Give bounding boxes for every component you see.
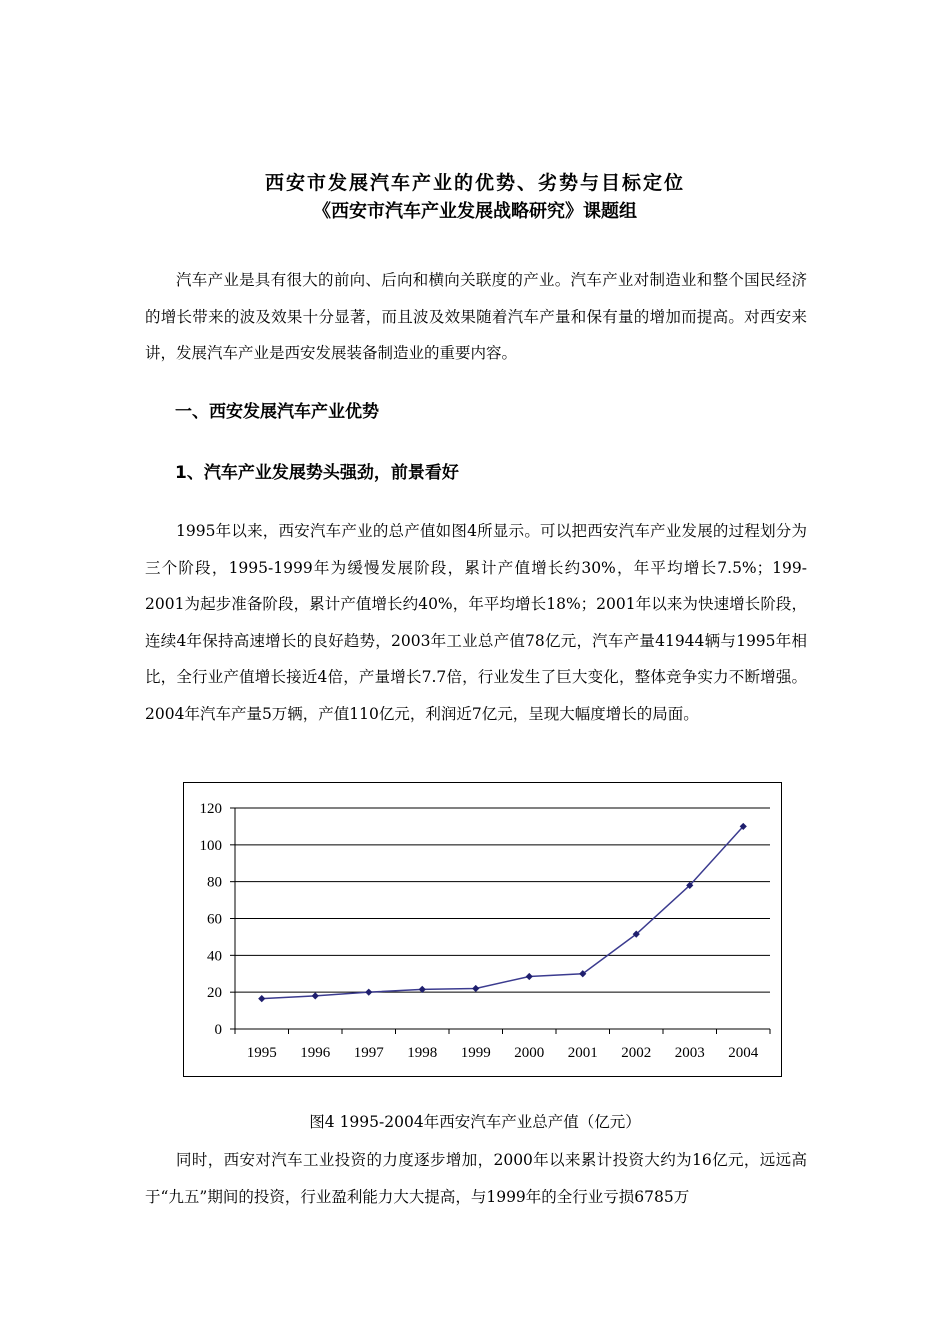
x-tick-label: 1996 [300,1045,331,1061]
y-tick-label: 120 [199,801,222,817]
figure-caption: 图4 1995-2004年西安汽车产业总产值（亿元） [309,1113,641,1131]
chart-frame [183,782,782,1077]
x-tick-label: 1999 [460,1045,491,1061]
y-tick-label: 80 [207,874,222,891]
x-tick-label: 2000 [514,1045,545,1061]
y-tick-label: 60 [207,911,222,928]
x-tick-label: 1997 [353,1045,384,1061]
data-point [312,992,319,999]
x-tick-label: 2003 [674,1045,705,1061]
x-tick-label: 2002 [621,1045,652,1061]
data-point [472,985,479,992]
y-tick-label: 20 [207,985,222,1002]
output-value-line-chart [184,783,780,1075]
y-tick-label: 40 [207,948,222,965]
subsection-heading: 1、汽车产业发展势头强劲，前景看好 [175,463,459,483]
data-point [526,973,533,980]
intro-paragraph: 汽车产业是具有很大的前向、后向和横向关联度的产业。汽车产业对制造业和整个国民经济的增长带来的波及效果十分显著，而且波及效果随着汽车产量和保有量的增加而提高。对西安来讲，发展汽车产业是西安发展装备制造业的重要内容。 [145,271,807,362]
y-tick-label: 100 [199,837,222,854]
x-tick-label: 2001 [567,1045,598,1061]
series-line [262,826,744,998]
data-point [258,995,265,1002]
data-point [365,989,372,996]
section-heading: 一、西安发展汽车产业优势 [175,402,379,422]
x-tick-label: 1995 [246,1045,277,1061]
y-tick-label: 0 [214,1022,222,1038]
document-subtitle: 《西安市汽车产业发展战略研究》课题组 [313,201,637,222]
body-paragraph: 1995年以来，西安汽车产业的总产值如图4所显示。可以把西安汽车产业发展的过程划分为三个阶段，1995-1999年为缓慢发展阶段，累计产值增长约30%，年平均增长7.5%；199-2001为起步准备阶段，累计产值增长约40%，年平均增长18%；2001年以来为快速增长阶段，连续4年保持高速增长的良好趋势，2003年工业总产值78亿元，汽车产量41944辆与1995年相比，全行业产值增长接近4倍，产量增长7.7倍，行业发生了巨大变化，整体竞争实力不断增强。2004年汽车产量5万辆，产值110亿元，利润近7亿元，呈现大幅度增长的局面。 [145,522,807,723]
document-title: 西安市发展汽车产业的优势、劣势与目标定位 [264,172,685,194]
closing-paragraph: 同时，西安对汽车工业投资的力度逐步增加，2000年以来累计投资大约为16亿元，远远高于“九五”期间的投资，行业盈利能力大大提高，与1999年的全行业亏损6785万 [145,1151,807,1206]
x-tick-label: 1998 [407,1045,438,1061]
x-tick-label: 2004 [728,1045,759,1061]
